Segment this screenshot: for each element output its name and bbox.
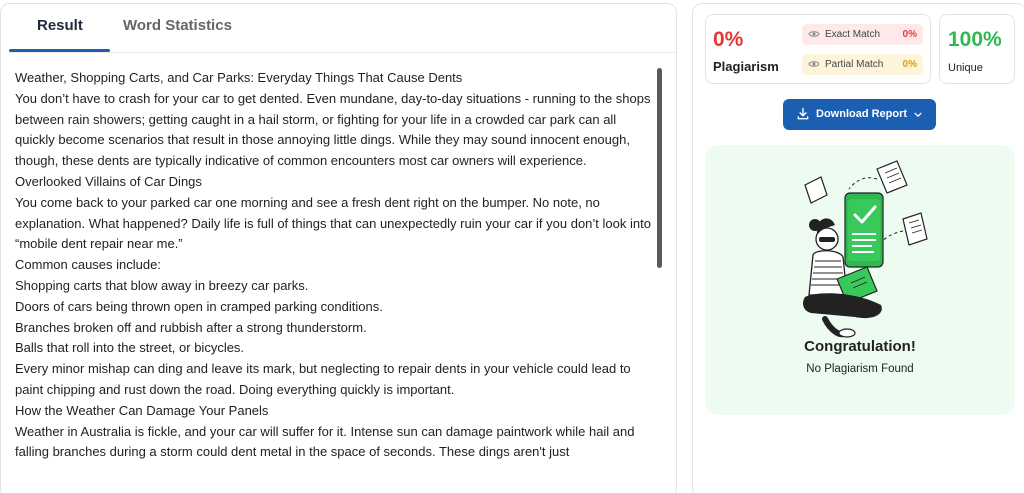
plagiarism-label: Plagiarism bbox=[713, 59, 779, 74]
paragraph: Weather, Shopping Carts, and Car Parks: Everyday Things That Cause Dents bbox=[15, 70, 463, 85]
scrollbar-thumb[interactable] bbox=[657, 68, 662, 268]
unique-label: Unique bbox=[948, 62, 983, 74]
eye-icon bbox=[808, 28, 820, 40]
paragraph: How the Weather Can Damage Your Panels bbox=[15, 402, 269, 418]
partial-match-label: Partial Match bbox=[825, 59, 884, 70]
result-message-box bbox=[705, 145, 1015, 415]
congrats-title: Congratulation! bbox=[804, 338, 916, 355]
paragraph: You come back to your parked car one morning and see a fresh dent right on the bumper. No note, no explanation. What happened? Daily life is full of things that can unexpectedly ruin your car if you don’t look into “mobile dent repair near me.” bbox=[15, 194, 651, 252]
congrats-subtitle: No Plagiarism Found bbox=[806, 363, 914, 375]
exact-match-value: 0% bbox=[902, 29, 917, 40]
paragraph: You don’t have to crash for your car to get dented. Even mundane, day-to-day situations - running to the shops between rain showers; getting caught in a hail storm, or fighting for your life in a crowded car park can all quickly become scenarios that result in those annoying little dings. While they may sound innocent enough, though, these dents are typically indicative of common encounters most car owners will experience. bbox=[15, 90, 651, 169]
unique-percent: 100% bbox=[948, 28, 1002, 51]
plagiarism-percent: 0% bbox=[713, 28, 744, 51]
unique-score-card bbox=[939, 14, 1015, 84]
summary-panel bbox=[692, 3, 1024, 493]
tab-result[interactable]: Result bbox=[37, 17, 83, 34]
paragraph: Overlooked Villains of Car Dings bbox=[15, 173, 202, 189]
exact-match-label: Exact Match bbox=[825, 29, 881, 40]
paragraph: Branches broken off and rubbish after a strong thunderstorm. bbox=[15, 319, 367, 335]
exact-match-pill[interactable] bbox=[802, 24, 923, 45]
result-panel bbox=[0, 3, 677, 493]
paragraph: Balls that roll into the street, or bicycles. bbox=[15, 340, 245, 356]
paragraph: Weather in Australia is fickle, and your car will suffer for it. Intense sun can damage paintwork while hail and falling branches during a storm could dent metal in the space of seconds. These dings aren't just bbox=[15, 423, 635, 460]
partial-match-pill[interactable] bbox=[802, 54, 923, 75]
active-tab-indicator bbox=[9, 49, 110, 52]
paragraph: Common causes include: bbox=[15, 257, 161, 273]
plagiarism-score-card bbox=[705, 14, 931, 84]
document-text[interactable] bbox=[15, 68, 657, 468]
eye-icon bbox=[808, 58, 820, 70]
paragraph: Every minor mishap can ding and leave its mark, but neglecting to repair dents in your vehicle could lead to paint chipping and rust down the road. Doing everything quickly is important. bbox=[15, 361, 631, 397]
download-icon bbox=[796, 107, 810, 121]
paragraph: Shopping carts that blow away in breezy car parks. bbox=[15, 277, 309, 293]
download-report-label: Download Report bbox=[816, 108, 908, 120]
partial-match-value: 0% bbox=[902, 59, 917, 70]
paragraph: Doors of cars being thrown open in cramped parking conditions. bbox=[15, 298, 383, 314]
tab-bar bbox=[9, 4, 676, 53]
download-report-button[interactable] bbox=[783, 99, 936, 130]
person-with-laptop-illustration bbox=[785, 155, 935, 345]
chevron-down-icon bbox=[913, 110, 923, 120]
text-scrollbar[interactable] bbox=[657, 68, 662, 468]
tab-word-statistics[interactable]: Word Statistics bbox=[123, 17, 232, 34]
